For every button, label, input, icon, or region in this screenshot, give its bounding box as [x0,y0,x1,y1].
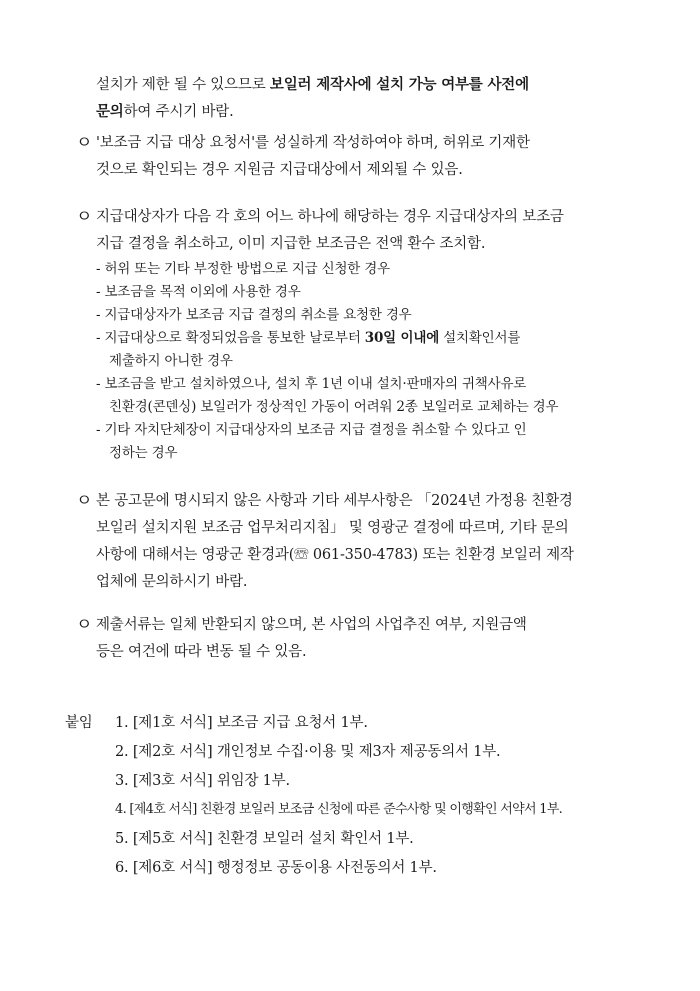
attachment-item-3: 3. [제3호 서식] 위임장 1부. [115,773,290,789]
bullet-2-line-2: 지급 결정을 취소하고, 이미 지급한 보조금은 전액 환수 조치함. [96,236,486,252]
attachments-label: 붙임 [65,715,93,731]
sub-item-5-line-2: 친환경(콘덴싱) 보일러가 정상적인 가동이 어려워 2종 보일러로 교체하는 경우 [109,399,559,415]
bullet-3-line-4: 업체에 문의하시기 바람. [96,574,248,590]
sub-item-3: - 지급대상자가 보조금 지급 결정의 취소를 요청한 경우 [96,307,412,323]
attachment-item-5: 5. [제5호 서식] 친환경 보일러 설치 확인서 1부. [115,831,414,847]
sub-item-6-line-2: 정하는 경우 [109,445,178,461]
bullet-1-line-2: 것으로 확인되는 경우 지원금 지급대상에서 제외될 수 있음. [96,162,463,178]
intro-text: 설치가 제한 될 수 있으므로 [96,77,270,93]
intro-line-1 [96,75,529,95]
intro-text-2: 하여 주시기 바람. [123,104,234,120]
intro-line-2 [96,102,234,122]
sub-item-4-text: - 지급대상으로 확정되었음을 통보한 날로부터 [96,330,365,346]
sub-item-4 [96,328,520,348]
bullet-2-line-1: 지급대상자가 다음 각 호의 어느 하나에 해당하는 경우 지급대상자의 보조금 [96,209,564,225]
bullet-1-line-1: '보조금 지급 대상 요청서'를 성실하게 작성하여야 하며, 허위로 기재한 [96,135,530,151]
attachment-item-6: 6. [제6호 서식] 행정정보 공동이용 사전동의서 1부. [115,860,437,876]
bullet-3-line-1: 본 공고문에 명시되지 않은 사항과 기타 세부사항은 「2024년 가정용 친환경 [96,493,573,509]
sub-item-4-line-2: 제출하지 아니한 경우 [109,353,233,369]
attachment-item-2: 2. [제2호 서식] 개인정보 수집·이용 및 제3자 제공동의서 1부. [115,744,501,760]
bullet-marker: ㅇ [76,615,93,635]
attachment-item-4: 4. [제4호 서식] 친환경 보일러 보조금 신청에 따른 준수사항 및 이행확인 서약서 1부. [115,802,563,817]
sub-item-2: - 보조금을 목적 이외에 사용한 경우 [96,284,301,300]
bullet-4-line-1: 제출서류는 일체 반환되지 않으며, 본 사업의 사업추진 여부, 지원금액 [96,617,527,633]
sub-item-4-text-2: 설치확인서를 [439,330,521,346]
sub-item-1: - 허위 또는 기타 부정한 방법으로 지급 신청한 경우 [96,261,390,277]
bullet-marker: ㅇ [76,491,93,511]
bullet-3-line-2: 보일러 설치지원 보조금 업무처리지침」 및 영광군 결정에 따르며, 기타 문의 [96,520,569,536]
bullet-marker: ㅇ [76,133,93,153]
sub-item-4-bold: 30일 이내에 [364,330,440,346]
sub-item-5-line-1: - 보조금을 받고 설치하였으나, 설치 후 1년 이내 설치·판매자의 귀책사유로 [96,376,527,392]
intro-bold-text-2: 문의 [96,103,124,120]
intro-bold-text: 보일러 제작사에 설치 가능 여부를 사전에 [269,76,529,93]
bullet-marker: ㅇ [76,207,93,227]
attachment-item-1: 1. [제1호 서식] 보조금 지급 요청서 1부. [115,715,368,731]
bullet-4-line-2: 등은 여건에 따라 변동 될 수 있음. [96,644,307,660]
sub-item-6-line-1: - 기타 자치단체장이 지급대상자의 보조금 지급 결정을 취소할 수 있다고 인 [96,422,527,438]
bullet-3-line-3: 사항에 대해서는 영광군 환경과(☏ 061-350-4783) 또는 친환경 보일러 제작 [96,547,574,563]
